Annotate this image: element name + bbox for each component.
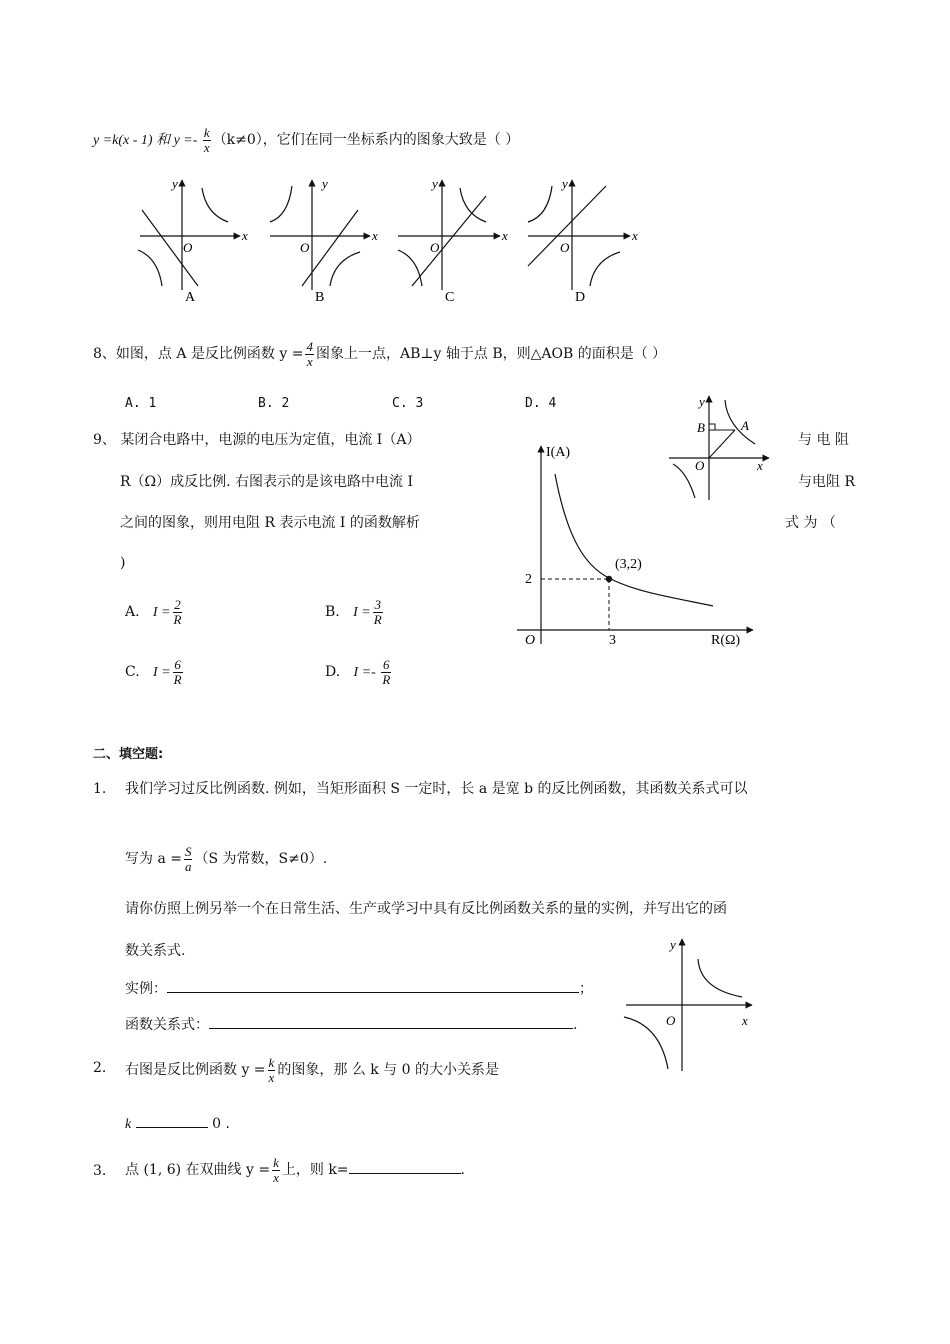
q9-line1-right: 与 电 阻	[798, 432, 849, 448]
q9-xtick: 3	[609, 633, 616, 648]
q7-b-label: B	[315, 290, 325, 305]
s2-p1-number: 1.	[93, 781, 107, 797]
q7-a-x: x	[242, 228, 248, 243]
q9-line4: )	[120, 555, 126, 571]
q8-option-c[interactable]: C. 3	[392, 396, 424, 411]
q9-option-a[interactable]: A. I = $\frac{2}{R}$	[125, 597, 182, 627]
q9-line2-left: R（Ω）成反比例. 右图表示的是该电路中电流 I	[120, 474, 414, 490]
q9-ylabel: I(A)	[546, 445, 571, 460]
svg-text:O: O	[666, 1013, 676, 1028]
svg-text:B: B	[697, 420, 705, 435]
svg-text:O: O	[695, 458, 705, 473]
s2-p1-line1: 我们学习过反比例函数. 例如，当矩形面积 S 一定时，长 a 是宽 b 的反比例函数，其函数关系式可以	[125, 781, 748, 797]
q9-line3-left: 之间的图象，则用电阻 R 表示电流 I 的函数解析	[120, 515, 420, 531]
s2-p2-line2: k 0 .	[125, 1116, 230, 1132]
svg-text:A: A	[741, 418, 749, 433]
svg-text:y: y	[699, 394, 705, 409]
svg-text:x: x	[742, 1013, 748, 1028]
q9-line1-left: 9、 某闭合电路中，电源的电压为定值，电流 I（A）	[93, 432, 421, 448]
s2-p2-line1: 右图是反比例函数 y = $\frac{k}{x}$ 的图象，那 么 k 与 0 的大小关系是	[125, 1055, 499, 1085]
q9-line3-right: 式 为 （	[785, 515, 836, 531]
section2-title: 二、填空题:	[93, 747, 164, 762]
svg-text:y: y	[322, 176, 328, 191]
comparison-blank[interactable]	[136, 1115, 208, 1128]
q7-graph-c	[398, 176, 508, 305]
function-blank[interactable]	[209, 1016, 573, 1029]
svg-text:y: y	[562, 176, 568, 191]
s2-function-row: 函数关系式： .	[125, 1017, 578, 1033]
q9-point-label: (3,2)	[615, 557, 642, 572]
q7-graphs	[130, 172, 650, 312]
q8-stem: 8、如图，点 A 是反比例函数 y = $\frac{4}{x}$ 图象上一点，AB⊥y 轴于点 B，则△AOB 的面积是（ ）	[93, 339, 667, 369]
q7-d-label: D	[575, 290, 586, 305]
q7-a-label: A	[185, 290, 196, 305]
q8-option-d[interactable]: D. 4	[525, 396, 557, 411]
q7-fraction: $\frac{k}{x}$	[203, 125, 210, 155]
q9-xlabel: R(Ω)	[711, 633, 741, 648]
q9-line2-right: 与电阻 R	[798, 474, 855, 490]
s2-figure	[620, 935, 760, 1075]
svg-text:y: y	[432, 176, 438, 191]
svg-text:O: O	[300, 240, 310, 255]
q7-stem: y =k(x - 1) 和 y =- $\frac{k}{x}$ （k≠0），它们在同一坐标系内的图象大致是（ ）	[93, 125, 520, 155]
svg-text:x: x	[632, 228, 638, 243]
svg-text:x: x	[502, 228, 508, 243]
q9-option-d[interactable]: D. I =- $\frac{6}{R}$	[325, 657, 391, 687]
q9-ytick: 2	[525, 572, 532, 587]
s2-example-row: 实例： ；	[125, 981, 593, 997]
example-blank[interactable]	[167, 980, 579, 993]
s2-p3-line: 点 (1, 6) 在双曲线 y = $\frac{k}{x}$ 上，则 k= .	[125, 1155, 465, 1185]
q9-option-c[interactable]: C. I = $\frac{6}{R}$	[125, 657, 182, 687]
q7-a-o: O	[183, 240, 193, 255]
s2-p1-line4: 数关系式.	[125, 943, 186, 959]
q7-graph-b	[270, 176, 378, 305]
svg-text:O: O	[560, 240, 570, 255]
q8-option-a[interactable]: A. 1	[125, 396, 157, 411]
q7-graph-a	[138, 176, 248, 305]
svg-text:y: y	[670, 937, 676, 952]
q7-c-label: C	[445, 290, 455, 305]
q9-origin: O	[525, 633, 536, 648]
svg-text:x: x	[757, 458, 763, 473]
q7-graph-d	[528, 176, 638, 305]
svg-text:x: x	[372, 228, 378, 243]
svg-text:O: O	[430, 240, 440, 255]
q7-a-y: y	[172, 176, 178, 191]
q9-graph	[505, 438, 775, 653]
k-value-blank[interactable]	[349, 1161, 461, 1174]
s2-p3-number: 3.	[93, 1163, 107, 1179]
s2-p1-line3: 请你仿照上例另举一个在日常生活、生产或学习中具有反比例函数关系的量的实例，并写出它的函	[125, 901, 727, 917]
q8-option-b[interactable]: B. 2	[258, 396, 290, 411]
q9-option-b[interactable]: B. I = $\frac{3}{R}$	[325, 597, 382, 627]
s2-p2-number: 2.	[93, 1060, 107, 1076]
q8-fraction: $\frac{4}{x}$	[306, 339, 313, 369]
s2-p1-line2: 写为 a = $\frac{S}{a}$ （S 为常数，S≠0）.	[125, 844, 328, 874]
